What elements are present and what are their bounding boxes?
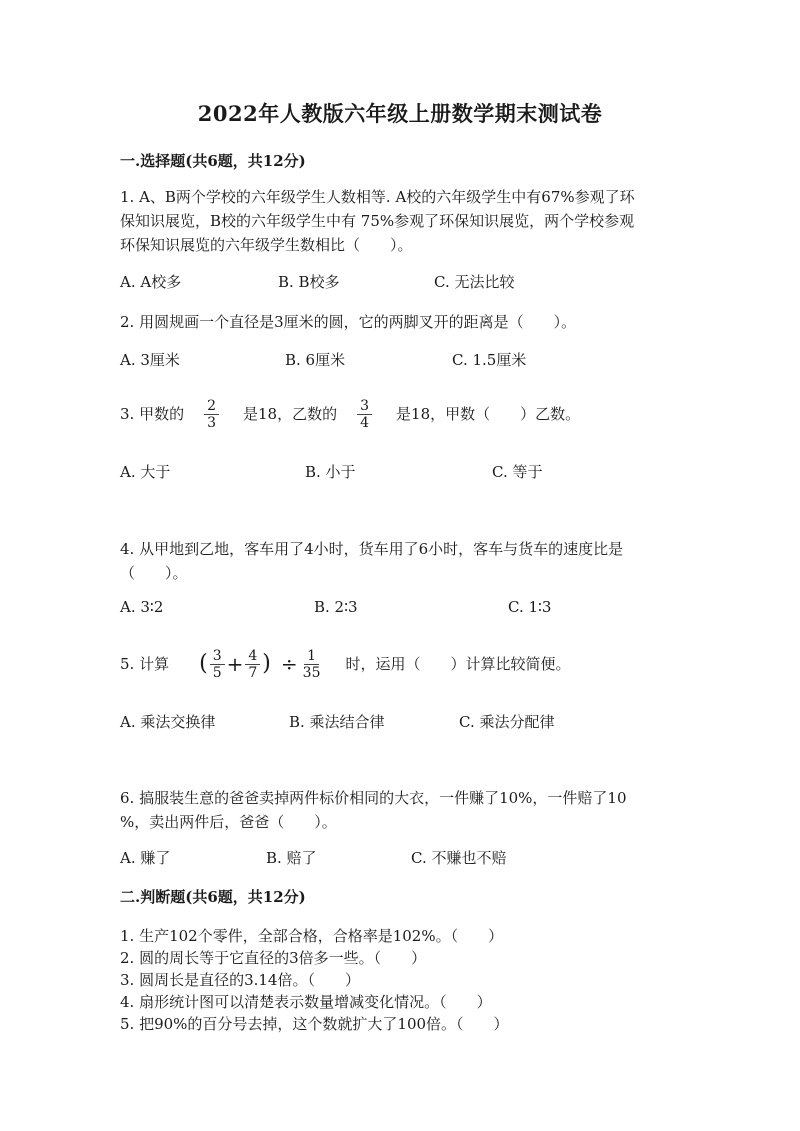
- question-1-option-a: A. A校多: [120, 273, 182, 291]
- fraction-two-thirds: $\frac{2}{3}$: [204, 398, 219, 431]
- question-4-line: 4. 从甲地到乙地，客车用了4小时，货车用了6小时，客车与货车的速度比是: [120, 540, 624, 558]
- question-5-option-a: A. 乘法交换律: [120, 713, 216, 731]
- plus-sign: +: [226, 652, 244, 676]
- question-3-option-c: C. 等于: [492, 463, 543, 481]
- question-3-option-b: B. 小于: [305, 463, 356, 481]
- question-5-text: 5. 计算: [120, 655, 170, 673]
- question-1-line: 环保知识展览的六年级学生数相比（ ）。: [120, 236, 413, 254]
- true-false-item: 3. 圆周长是直径的3.14倍。（ ）: [120, 971, 360, 989]
- question-3-text: 是18，甲数（ ）乙数。: [396, 405, 581, 423]
- question-5-option-b: B. 乘法结合律: [289, 713, 385, 731]
- question-5-option-c: C. 乘法分配律: [459, 713, 555, 731]
- true-false-item: 1. 生产102个零件，全部合格，合格率是102%。（ ）: [120, 927, 504, 945]
- question-1-option-b: B. B校多: [278, 273, 340, 291]
- question-6-option-a: A. 赚了: [120, 849, 171, 867]
- question-4-option-a: A. 3∶2: [120, 598, 164, 616]
- question-6-option-c: C. 不赚也不赔: [411, 849, 507, 867]
- question-6-option-b: B. 赔了: [266, 849, 317, 867]
- question-1-line: 1. A、B两个学校的六年级学生人数相等. A校的六年级学生中有67%参观了环: [120, 188, 635, 206]
- question-4-option-b: B. 2∶3: [314, 598, 358, 616]
- question-3-option-a: A. 大于: [120, 463, 171, 481]
- question-6: [120, 786, 680, 834]
- question-2-option-a: A. 3厘米: [120, 351, 180, 369]
- true-false-item: 2. 圆的周长等于它直径的3倍多一些。（ ）: [120, 949, 427, 967]
- question-4-option-c: C. 1∶3: [508, 598, 552, 616]
- section-heading-choice: 一.选择题(共6题，共12分): [120, 152, 306, 170]
- question-3-text: 3. 甲数的: [120, 405, 185, 423]
- fraction-four-sevenths: $\frac{4}{7}$: [245, 648, 260, 681]
- question-1: [120, 185, 680, 257]
- section-heading-true-false: 二.判断题(共6题，共12分): [120, 888, 306, 906]
- question-2-option-b: B. 6厘米: [285, 351, 346, 369]
- question-3: [120, 397, 680, 431]
- question-2: 2. 用圆规画一个直径是3厘米的圆，它的两脚叉开的距离是（ ）。: [120, 313, 577, 331]
- exam-title: 2022年人教版六年级上册数学期末测试卷: [197, 101, 603, 126]
- divide-sign: ÷: [280, 652, 298, 676]
- question-6-line: %，卖出两件后，爸爸（ ）。: [120, 813, 337, 831]
- question-2-option-c: C. 1.5厘米: [452, 351, 527, 369]
- question-4: [120, 537, 680, 585]
- question-1-line: 保知识展览，B校的六年级学生中有 75%参观了环保知识展览，两个学校参观: [120, 212, 635, 230]
- close-parenthesis: ): [262, 651, 271, 676]
- true-false-item: 5. 把90%的百分号去掉，这个数就扩大了100倍。（ ）: [120, 1015, 509, 1033]
- question-6-line: 6. 搞服装生意的爸爸卖掉两件标价相同的大衣，一件赚了10%，一件赔了10: [120, 789, 627, 807]
- question-4-line: （ ）。: [120, 564, 188, 582]
- question-1-option-c: C. 无法比较: [434, 273, 515, 291]
- fraction-one-thirty-fifth: $\frac{1}{35}$: [302, 647, 321, 681]
- question-5: [120, 645, 720, 683]
- question-3-text: 是18，乙数的: [243, 405, 338, 423]
- fraction-three-quarters: $\frac{3}{4}$: [357, 398, 372, 431]
- true-false-item: 4. 扇形统计图可以清楚表示数量增减变化情况。（ ）: [120, 993, 492, 1011]
- fraction-three-fifths: $\frac{3}{5}$: [210, 648, 225, 681]
- open-parenthesis: (: [199, 651, 208, 676]
- question-5-text: 时，运用（ ）计算比较简便。: [345, 655, 571, 673]
